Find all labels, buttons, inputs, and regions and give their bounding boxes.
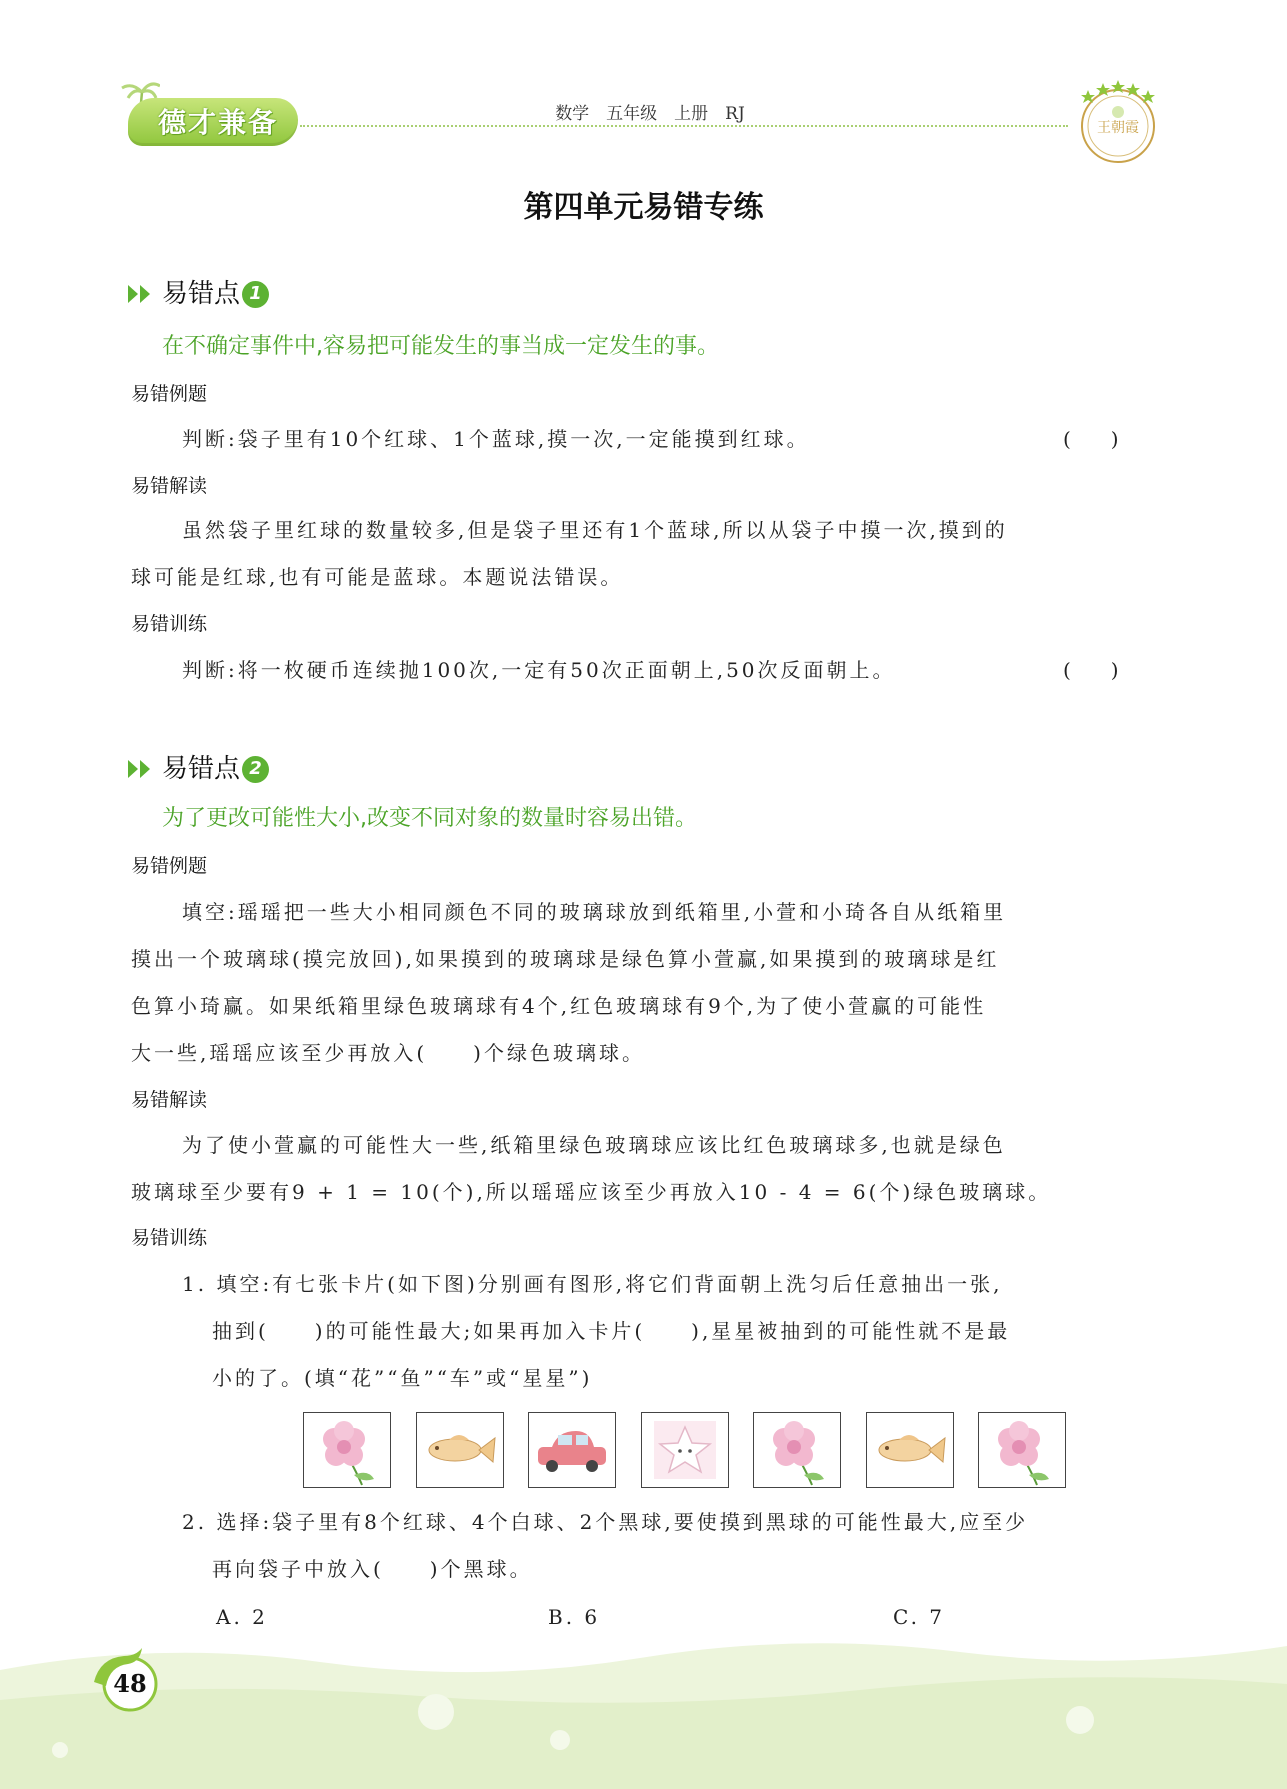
section2-heading-text: 易错点	[162, 754, 241, 784]
fish-icon	[867, 1413, 953, 1487]
section1-analysis-label: 易错解读	[131, 475, 208, 497]
section1-description: 在不确定事件中,容易把可能发生的事当成一定发生的事。	[162, 334, 719, 359]
section2-example-label: 易错例题	[131, 855, 208, 877]
q1-line: 小的了。(填“花”“鱼”“车”或“星星”)	[212, 1366, 593, 1390]
section1-analysis-line: 球可能是红球,也有可能是蓝球。本题说法错误。	[131, 565, 624, 589]
star-icon	[642, 1413, 728, 1487]
section2-analysis-line: 玻璃球至少要有9 + 1 = 10(个),所以瑶瑶应该至少再放入10 - 4 = 6(个)绿色玻璃球。	[131, 1180, 1052, 1204]
section2-example-line: 摸出一个玻璃球(摸完放回),如果摸到的玻璃球是绿色算小萱赢,如果摸到的玻璃球是红	[131, 947, 1000, 971]
section1-example-label: 易错例题	[131, 383, 208, 405]
section1-number: 1	[242, 281, 269, 308]
fish-icon	[417, 1413, 503, 1487]
card-flower	[303, 1412, 391, 1488]
page-title: 第四单元易错专练	[523, 190, 764, 225]
section1-heading-text: 易错点	[162, 279, 241, 309]
flower-icon	[754, 1413, 840, 1487]
q2-line: 再向袋子中放入( )个黑球。	[212, 1557, 533, 1581]
card-flower	[753, 1412, 841, 1488]
page-number: 48	[113, 1669, 147, 1698]
section1-training-bracket[interactable]: ( )	[1063, 658, 1119, 682]
car-icon	[529, 1413, 615, 1487]
footer-wave	[0, 1600, 1287, 1789]
section1-training-text: 判断:将一枚硬币连续抛100次,一定有50次正面朝上,50次反面朝上。	[182, 658, 896, 682]
section2-example-line: 色算小琦赢。如果纸箱里绿色玻璃球有4个,红色玻璃球有9个,为了使小萱赢的可能性	[131, 994, 987, 1018]
card-car	[528, 1412, 616, 1488]
q2-option-a[interactable]: A. 2	[216, 1605, 268, 1629]
logo-text: 德才兼备	[157, 106, 278, 139]
seal-text: 王朝霞	[1097, 120, 1139, 136]
section1-answer-bracket[interactable]: ( )	[1063, 427, 1119, 451]
section2-example-line: 大一些,瑶瑶应该至少再放入( )个绿色玻璃球。	[131, 1041, 645, 1065]
section2-example-line: 填空:瑶瑶把一些大小相同颜色不同的玻璃球放到纸箱里,小萱和小琦各自从纸箱里	[182, 900, 1007, 924]
double-arrow-icon	[128, 283, 154, 305]
card-flower	[978, 1412, 1066, 1488]
flower-icon	[304, 1413, 390, 1487]
double-arrow-icon	[128, 758, 154, 780]
section2-number: 2	[242, 756, 269, 783]
section1-heading	[128, 276, 269, 312]
q1-line: 抽到( )的可能性最大;如果再加入卡片( ),星星被抽到的可能性就不是最	[212, 1319, 1011, 1343]
q1-line: 1. 填空:有七张卡片(如下图)分别画有图形,将它们背面朝上洗匀后任意抽出一张,	[182, 1272, 1003, 1296]
card-star	[641, 1412, 729, 1488]
q2-option-b[interactable]: B. 6	[548, 1605, 601, 1629]
section1-example-text: 判断:袋子里有10个红球、1个蓝球,摸一次,一定能摸到红球。	[182, 427, 810, 451]
q2-option-c[interactable]: C. 7	[893, 1605, 946, 1629]
flower-icon	[979, 1413, 1065, 1487]
card-fish	[416, 1412, 504, 1488]
section2-description: 为了更改可能性大小,改变不同对象的数量时容易出错。	[162, 806, 697, 831]
q2-line: 2. 选择:袋子里有8个红球、4个白球、2个黑球,要使摸到黑球的可能性最大,应至少	[182, 1510, 1029, 1534]
header-subject-line: 数学 五年级 上册 RJ	[555, 104, 745, 124]
section1-analysis-line: 虽然袋子里红球的数量较多,但是袋子里还有1个蓝球,所以从袋子中摸一次,摸到的	[182, 518, 1008, 542]
section1-training-label: 易错训练	[131, 613, 208, 635]
card-fish	[866, 1412, 954, 1488]
section2-analysis-label: 易错解读	[131, 1089, 208, 1111]
publisher-seal-icon	[1074, 78, 1162, 166]
section2-heading	[128, 751, 269, 787]
section2-analysis-line: 为了使小萱赢的可能性大一些,纸箱里绿色玻璃球应该比红色玻璃球多,也就是绿色	[182, 1133, 1006, 1157]
section2-training-label: 易错训练	[131, 1227, 208, 1249]
